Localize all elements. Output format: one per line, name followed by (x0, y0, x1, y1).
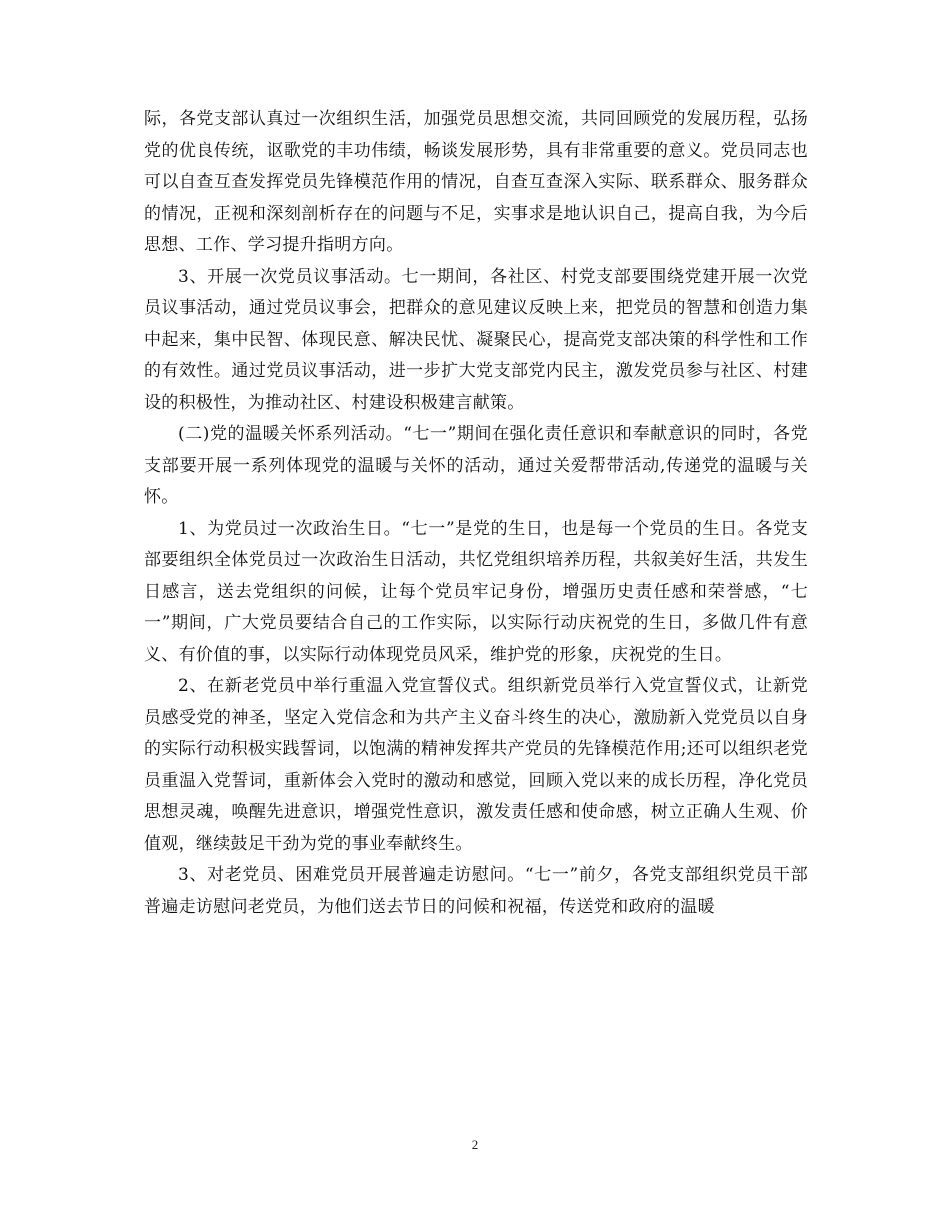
body-text (144, 104, 808, 923)
page-number: 2 (471, 1137, 479, 1152)
paragraph-political-birthday: 1、为党员过一次政治生日。“七一”是党的生日，也是每一个党员的生日。各党支部要组织全体党员过一次政治生日活动，共忆党组织培养历程，共叙美好生活，共发生日感言，送去党组织的问候，让每个党员牢记身份，增强历史责任感和荣誉感，“七一”期间，广大党员要结合自己的工作实际，以实际行动庆祝党的生日，多做几件有意义、有价值的事，以实际行动体现党员风采，维护党的形象，庆祝党的生日。 (144, 518, 808, 665)
paragraph-continuation: 际，各党支部认真过一次组织生活，加强党员思想交流，共同回顾党的发展历程，弘扬党的优良传统，讴歌党的丰功伟绩，畅谈发展形势，具有非常重要的意义。党员同志也可以自查互查发挥党员先锋模范作用的情况，自查互查深入实际、联系群众、服务群众的情况，正视和深刻剖析存在的问题与不足，实事求是地认识自己，提高自我，为今后思想、工作、学习提升指明方向。 (144, 109, 808, 255)
paragraph-oath-ceremony: 2、在新老党员中举行重温入党宣誓仪式。组织新党员举行入党宣誓仪式，让新党员感受党的神圣，坚定入党信念和为共产主义奋斗终生的决心，激励新入党党员以自身的实际行动积极实践誓词，以饱满的精神发挥共产党员的先锋模范作用;还可以组织老党员重温入党誓词，重新体会入党时的激动和感觉，回顾入党以来的成长历程，净化党员思想灵魂，唤醒先进意识，增强党性意识，激发责任感和使命感，树立正确人生观、价值观，继续鼓足干劲为党的事业奉献终生。 (144, 676, 808, 854)
paragraph-visits: 3、对老党员、困难党员开展普遍走访慰问。“七一”前夕，各党支部组织党员干部普遍走访慰问老党员，为他们送去节日的问候和祝福，传送党和政府的温暖 (144, 865, 808, 917)
paragraph-party-member-discussion: 3、开展一次党员议事活动。七一期间，各社区、村党支部要围绕党建开展一次党员议事活动，通过党员议事会，把群众的意见建议反映上来，把党员的智慧和创造力集中起来，集中民智、体现民意、解决民忧、凝聚民心，提高党支部决策的科学性和工作的有效性。通过党员议事活动，进一步扩大党支部党内民主，激发党员参与社区、村建设的积极性，为推动社区、村建设积极建言献策。 (144, 266, 808, 413)
paragraph-warmth-care-activities: (二)党的温暖关怀系列活动。“七一”期间在强化责任意识和奉献意识的同时，各党支部要开展一系列体现党的温暖与关怀的活动，通过关爱帮带活动,传递党的温暖与关怀。 (144, 424, 808, 507)
